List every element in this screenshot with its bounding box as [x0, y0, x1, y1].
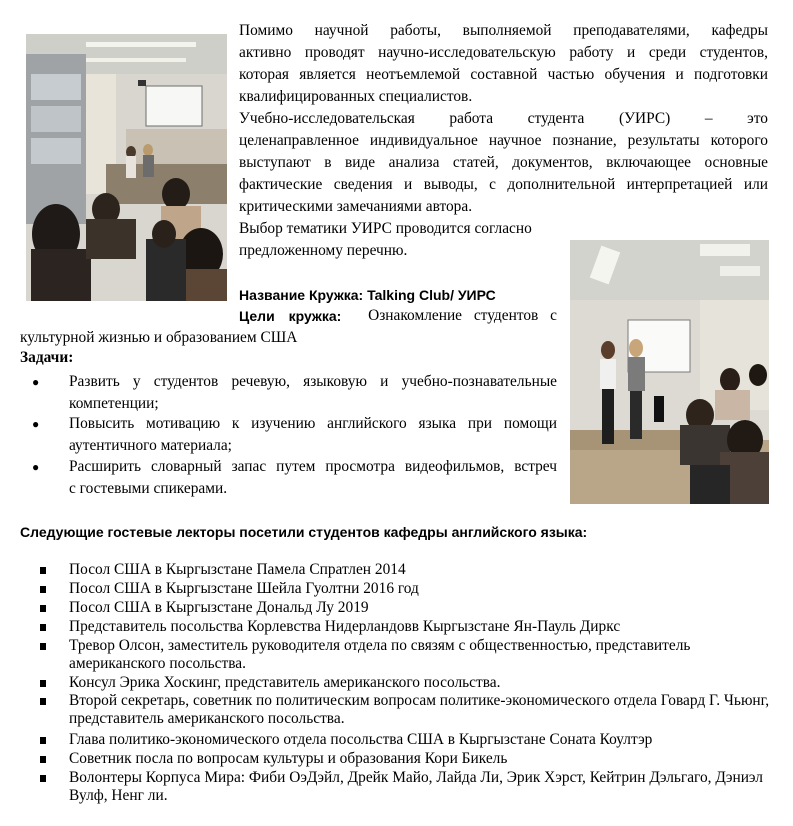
topic-line-2: предложенному перечню. [239, 242, 408, 259]
lecturer-text-10: Волонтеры Корпуса Мира: Фиби ОэДэйл, Дрейк Майо, Лайда Ли, Эрик Хэрст, Кейтрин Дэльгаго, Дэниэл Вулф, Ненг ли. [69, 769, 763, 804]
lecturer-text-8: Глава политико-экономического отдела посольства США в Кыргызстане Соната Коултэр [69, 731, 653, 748]
lecturer-text-1: Посол США в Кыргызстане Памела Спратлен 2014 [69, 561, 406, 578]
task-1-line-2: компетенции; [69, 395, 159, 412]
tasks-label: Задачи: [20, 349, 74, 366]
classroom-photo-1 [26, 34, 227, 301]
uirs-line-1: Учебно-исследовательская работа студента (УИРС) – это [239, 110, 768, 127]
task-2-line-2: аутентичного материала; [69, 437, 232, 454]
lecturer-text-9: Советник посла по вопросам культуры и образования Кори Бикель [69, 750, 508, 767]
lecturer-text-6: Консул Эрика Хоскинг, представитель американского посольства. [69, 674, 501, 691]
goals-line-1: Ознакомление студентов с [368, 307, 557, 324]
task-3-line-1: Расширить словарный запас путем просмотра видеофильмов, встреч [69, 458, 557, 475]
square-bullet-icon [40, 756, 46, 763]
task-1-line-1: Развить у студентов речевую, языковую и учебно-познавательные [69, 373, 557, 390]
uirs-line-4: фактические сведения и выводы, с дополнительной интерпретацией или [239, 176, 768, 193]
intro-paragraph [239, 20, 768, 108]
classroom-photo-2-image [570, 240, 769, 504]
goals-label: Цели кружка: [239, 308, 342, 324]
lecturer-text-7: Второй секретарь, советник по политическим вопросам политике-экономического отдела Говард Г. Чьюнг, представитель американского посольства. [69, 692, 770, 727]
bullet-icon: ● [32, 460, 40, 474]
bullet-icon: ● [32, 417, 40, 431]
square-bullet-icon [40, 567, 46, 574]
intro-line-1: Помимо научной работы, выполняемой преподавателями, кафедры [239, 22, 768, 39]
square-bullet-icon [40, 586, 46, 593]
square-bullet-icon [40, 698, 46, 705]
classroom-photo-2 [570, 240, 769, 504]
square-bullet-icon [40, 775, 46, 782]
topic-paragraph [239, 218, 559, 262]
square-bullet-icon [40, 643, 46, 650]
uirs-line-5: критическими замечаниями автора. [239, 198, 473, 215]
bullet-icon: ● [32, 375, 40, 389]
lecturer-text-4: Представитель посольства Корлевства Нидерландовв Кыргызстане Ян-Пауль Диркс [69, 618, 621, 635]
task-item-3 [20, 456, 560, 500]
intro-line-3: которая является неотъемлемой составной частью обучения и подготовки [239, 66, 768, 83]
square-bullet-icon [40, 624, 46, 631]
topic-line-1: Выбор тематики УИРС проводится согласно [239, 220, 532, 237]
square-bullet-icon [40, 737, 46, 744]
classroom-photo-1-image [26, 34, 227, 301]
uirs-line-2: целенаправленное индивидуальное научное познание, результаты которого [239, 132, 768, 149]
task-2-line-1: Повысить мотивацию к изучению английского языка при помощи [69, 415, 557, 432]
goals-line-2: культурной жизнью и образованием США [20, 329, 298, 346]
lecturer-text-5: Тревор Олсон, заместитель руководителя отдела по связям с общественностью, представитель американского посольства. [69, 637, 691, 672]
task-item-1 [20, 371, 560, 415]
task-item-2 [20, 413, 560, 457]
uirs-paragraph [239, 108, 768, 218]
lecturer-text-3: Посол США в Кыргызстане Дональд Лу 2019 [69, 599, 369, 616]
intro-line-2: активно проводят научно-исследовательскую работу и среди студентов, [239, 44, 768, 61]
club-goals [239, 305, 557, 327]
uirs-line-3: выступают в виде анализа статей, документов, включающее основные [239, 154, 768, 171]
lecturer-text-2: Посол США в Кыргызстане Шейла Гуолтни 2016 год [69, 580, 419, 597]
square-bullet-icon [40, 605, 46, 612]
club-title: Название Кружка: Talking Club/ УИРС [239, 287, 496, 303]
task-3-line-2: с гостевыми спикерами. [69, 480, 228, 497]
lecturers-heading: Следующие гостевые лекторы посетили студентов кафедры английского языка: [20, 524, 588, 540]
square-bullet-icon [40, 680, 46, 687]
intro-line-4: квалифицированных специалистов. [239, 88, 473, 105]
